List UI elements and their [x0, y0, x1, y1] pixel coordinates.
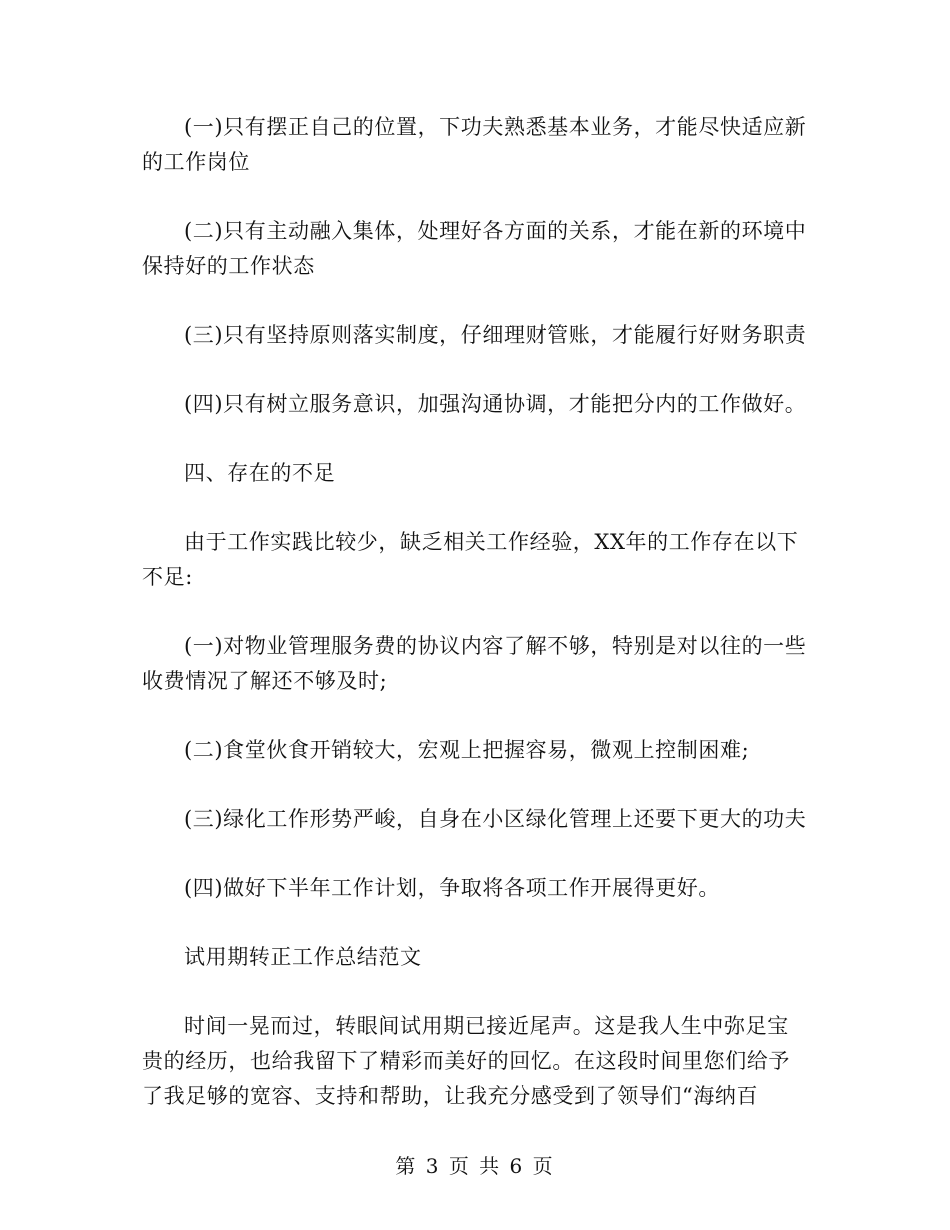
paragraph-9: (三)绿化工作形势严峻，自身在小区绿化管理上还要下更大的功夫	[184, 807, 807, 831]
paragraph-3: (三)只有坚持原则落实制度，仔细理财管账，才能履行好财务职责	[184, 323, 807, 347]
page-number-footer: 第 3 页 共 6 页	[395, 1154, 555, 1178]
article-title: 试用期转正工作总结范文	[184, 945, 422, 969]
paragraph-1: (一)只有摆正自己的位置，下功夫熟悉基本业务，才能尽快适应新的工作岗位	[142, 115, 807, 174]
paragraph-2: (二)只有主动融入集体，处理好各方面的关系，才能在新的环境中保持好的工作状态	[142, 219, 807, 278]
paragraph-4: (四)只有树立服务意识，加强沟通协调，才能把分内的工作做好。	[184, 392, 807, 416]
paragraph-7: (一)对物业管理服务费的协议内容了解不够，特别是对以往的一些收费情况了解还不够及时;	[142, 634, 807, 693]
section-heading: 四、存在的不足	[184, 461, 336, 485]
document-body	[142, 110, 807, 1148]
paragraph-10: (四)做好下半年工作计划，争取将各项工作开展得更好。	[184, 876, 720, 900]
paragraph-12: 时间一晃而过，转眼间试用期已接近尾声。这是我人生中弥足宝贵的经历，也给我留下了精彩而美好的回忆。在这段时间里您们给予了我足够的宽容、支持和帮助，让我充分感受到了领导们“海纳百	[142, 1014, 790, 1108]
paragraph-8: (二)食堂伙食开销较大，宏观上把握容易，微观上控制困难;	[184, 738, 750, 762]
paragraph-6: 由于工作实践比较少，缺乏相关工作经验，XX年的工作存在以下不足:	[142, 530, 799, 589]
